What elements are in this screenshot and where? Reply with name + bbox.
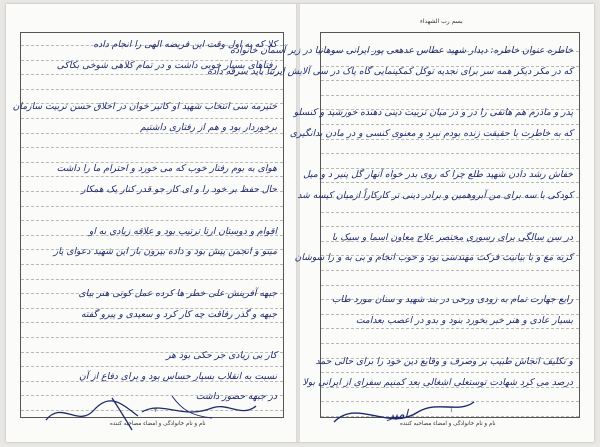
handwritten-line: میتو و انجمن پیش بود و داده بیرون باز این شهید دعوای یار [53, 246, 277, 258]
ruled-line [321, 270, 579, 271]
handwritten-line: کودکی با سه برای من آبروهمین و برادر دینی تر کارکاراً ازمیان کیسه شد [297, 190, 573, 202]
ruled-line [21, 176, 283, 177]
ruled-line [21, 366, 283, 367]
ruled-line [321, 124, 579, 125]
ruled-line [21, 264, 283, 265]
page-header: بسم رب الشهداء [420, 18, 463, 25]
ruled-line [21, 220, 283, 221]
handwritten-line: جبهه آفرینش علی خطر ها کرده عمل کوتی هنر بیای [78, 287, 277, 299]
handwritten-line: رفتاهای بسیار خوبی داشت و در تمام کلاهی شوخی بکاکی [56, 59, 277, 71]
handwritten-line: کربه مع و با بیانیت فرکت مهندسی بود و خوب انجام و بی به و را سوشان [294, 252, 573, 264]
ruled-line [21, 206, 283, 207]
ruled-line [21, 337, 283, 338]
ruled-line [321, 153, 579, 154]
ruled-line [21, 147, 283, 148]
handwritten-line: در جبهه حضور داشت [195, 391, 277, 403]
ruled-line [321, 226, 579, 227]
handwritten-line: کلا که به اول وقت این فریضه الهی را انجام داده [93, 39, 277, 50]
right-page-footer: نام و نام خانوادگی و امضاء مصاحبه کننده [400, 421, 496, 427]
handwritten-line: خفاش رشد دادن شهید طلع چرا که روی بدر خواه آنهار گل پنیر د و میل [303, 169, 573, 181]
ruled-line [321, 95, 579, 96]
ruled-line [21, 89, 283, 90]
handwritten-line: کار بی زیادی جر حکی بود هر [166, 349, 277, 361]
handwritten-line: جبهه و گذر رفاقت چه کار کرد و سعیدی و پیرو گفته [81, 308, 277, 320]
handwritten-line: حال حفظ بر خود را و ای کار جو قدر کنار یک همکار [81, 184, 277, 196]
left-signature [42, 390, 262, 434]
ruled-line [321, 182, 579, 183]
ruled-line [321, 372, 579, 373]
notebook-spread [6, 4, 594, 442]
handwritten-line: بسیار عادی و هنر خبر بخورد بنود و بدو در اعصب بعدامت [355, 314, 573, 326]
handwritten-line: برخوردار بود و هم از رفتاری داشتیم [140, 121, 277, 133]
handwritten-line: که در مکر دیکر همه سر برای نجدیه توکل کمکینمایی گاه پاک در سی آلایش ایرنتا باید سرقه داده [207, 65, 573, 77]
handwritten-line: و تکلیف انجاش طبیب بر وصرف و وقایع دین خود را برای حالی حمد [315, 355, 573, 367]
handwritten-line: رایع جهارت تمام به زودی ورحی در بند شهید و سنان مورد طاب [331, 293, 573, 305]
handwritten-line: ختیرمه سی انتخاب شهید او کاتیر خوان در اخلاق حسن تربیت سازمان [12, 101, 277, 113]
handwritten-line: نسبت به انقلاب بسیار حساس بود و برای دفاع از آن [78, 370, 277, 382]
handwritten-line: اقوام و دوستان ارتا ترتیب بود و علاقه زیادی به او [88, 225, 277, 237]
left-page-frame [12, 32, 284, 418]
ruled-line [321, 80, 579, 81]
handwritten-line: پدر و مادرم هم هاتفی را در و در میان تربیت دینی دهنده خورشید و کنسلو [293, 107, 573, 119]
ruled-line [21, 322, 283, 323]
ruled-line [321, 343, 579, 344]
left-page-footer: نام و نام خانوادگی و امضاء مصاحبه کننده [110, 421, 206, 427]
right-page-number: ۱ [450, 407, 454, 414]
ruled-line [321, 328, 579, 329]
handwritten-line: هوای به بوم رفتار خوب که می خورد و احترام ما را داشت [56, 163, 277, 175]
left-page-number: ۲ [154, 407, 158, 414]
ruled-line [21, 279, 283, 280]
ruled-line [321, 285, 579, 286]
signature-text: امیر [388, 407, 409, 421]
handwritten-line: که به خاطرت با حقیقت زنده بودم نبرد و معنوی کنسی و در مادن بدانگیری [289, 127, 573, 139]
handwritten-line: خاطره عنوان خاطره: دیدار شهید عطاس عدهعی پور ایرانی سوهانیا در زیر آسمان خانواده [230, 45, 573, 56]
handwritten-line: در سن سالگی برای رسوری مختصر علاج معاون اسما و سیک با [332, 231, 573, 243]
ruled-line [321, 212, 579, 213]
ruled-line [21, 118, 283, 119]
right-signature [328, 388, 478, 434]
handwritten-line: درصد می کرد شهادت توستعلی اشغالی بعد کمنیم سفرای از ایرانی بولا [302, 376, 573, 388]
